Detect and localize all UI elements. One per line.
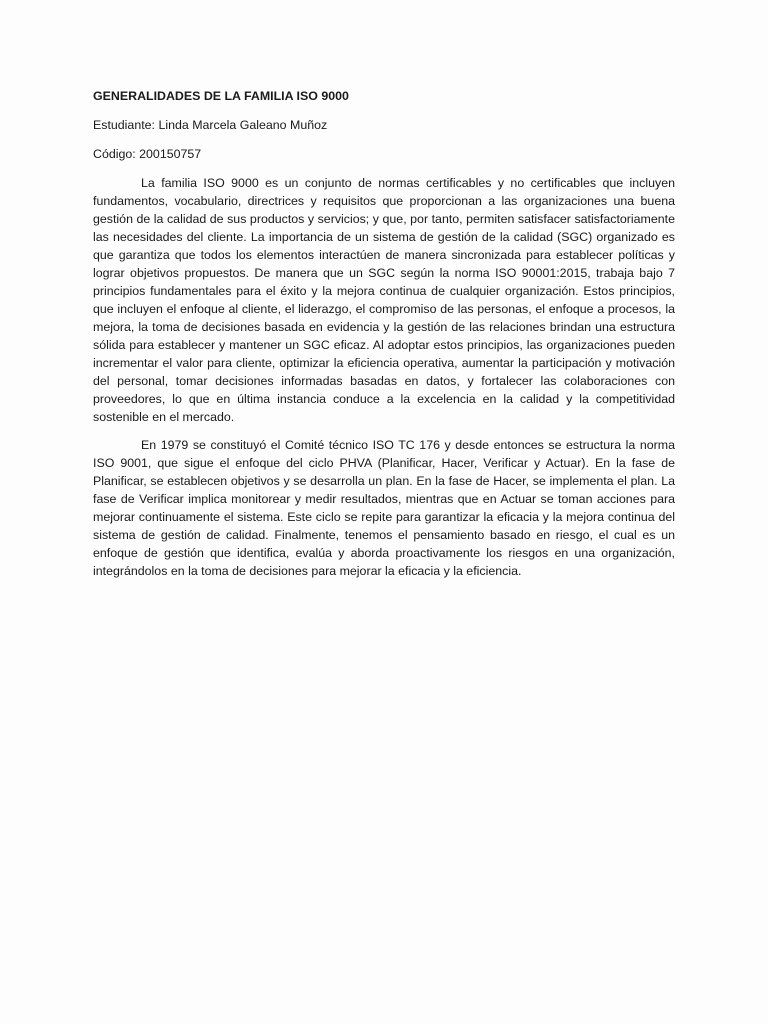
document-body: [93, 87, 675, 590]
document-title: GENERALIDADES DE LA FAMILIA ISO 9000: [93, 89, 349, 103]
student-line: Estudiante: Linda Marcela Galeano Muñoz: [93, 118, 328, 132]
body-paragraph-1: La familia ISO 9000 es un conjunto de normas certificables y no certificables que incluyen fundamentos, vocabulario, directrices y requisitos que proporcionan a las organizaciones una buena gestión de la calidad de sus productos y servicios; y que, por tanto, permiten satisfacer satisfactoriamente las necesidades del cliente. La importancia de un sistema de gestión de la calidad (SGC) organizado es que garantiza que todos los elementos interactúen de manera sincronizada para establecer políticas y lograr objetivos propuestos. De manera que un SGC según la norma ISO 90001:2015, trabaja bajo 7 principios fundamentales para el éxito y la mejora continua de cualquier organización. Estos principios, que incluyen el enfoque al cliente, el liderazgo, el compromiso de las personas, el enfoque a procesos, la mejora, la toma de decisiones basada en evidencia y la gestión de las relaciones brindan una estructura sólida para establecer y mantener un SGC eficaz. Al adoptar estos principios, las organizaciones pueden incrementar el valor para cliente, optimizar la eficiencia operativa, aumentar la participación y motivación del personal, tomar decisiones informadas basadas en datos, y fortalecer las colaboraciones con proveedores, lo que en última instancia conduce a la excelencia en la calidad y la competitividad sostenible en el mercado.: [93, 176, 675, 424]
code-line: Código: 200150757: [93, 147, 202, 161]
body-paragraph-2: En 1979 se constituyó el Comité técnico ISO TC 176 y desde entonces se estructura la norma ISO 9001, que sigue el enfoque del ciclo PHVA (Planificar, Hacer, Verificar y Actuar). En la fase de Planificar, se establecen objetivos y se desarrolla un plan. En la fase de Hacer, se implementa el plan. La fase de Verificar implica monitorear y medir resultados, mientras que en Actuar se toman acciones para mejorar continuamente el sistema. Este ciclo se repite para garantizar la eficacia y la mejora continua del sistema de gestión de calidad. Finalmente, tenemos el pensamiento basado en riesgo, el cual es un enfoque de gestión que identifica, evalúa y aborda proactivamente los riesgos en una organización, integrándolos en la toma de decisiones para mejorar la eficacia y la eficiencia.: [93, 438, 675, 578]
